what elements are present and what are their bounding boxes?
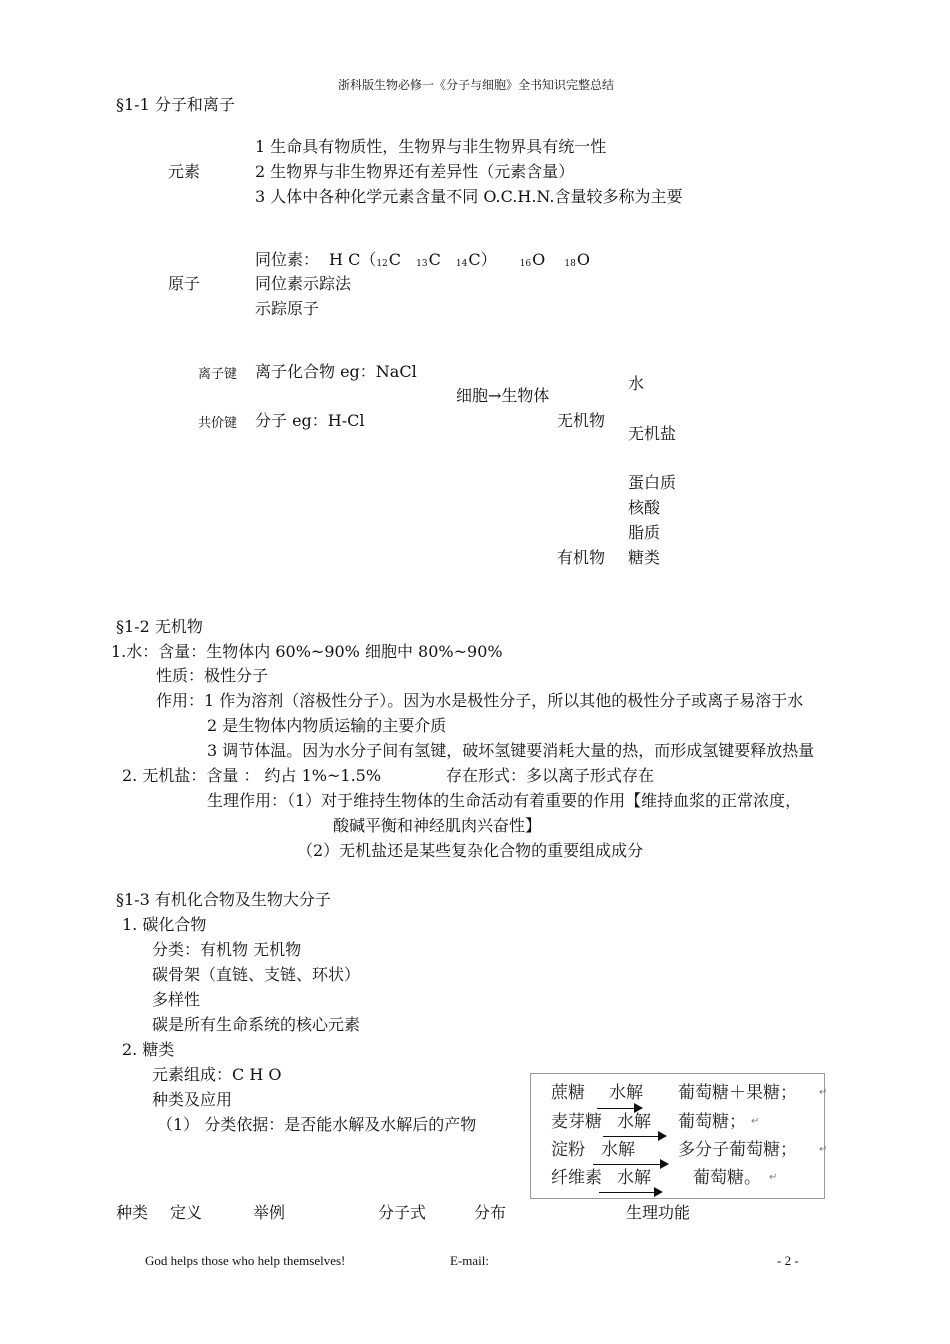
organic-label: 有机物 (557, 548, 606, 567)
hydrolysis-row: 蔗糖 水解 葡萄糖＋果糖； ↵ (551, 1083, 828, 1103)
water-function-3: 3 调节体温。因为水分子间有氢键，破坏氢键要消耗大量的热，而形成氢键要释放热量 (207, 741, 815, 760)
carbon-item-4: 碳是所有生命系统的核心元素 (152, 1015, 361, 1034)
inorganic-item-water: 水 (628, 374, 645, 393)
arrow-icon (603, 1136, 665, 1137)
salt-role-2: （2）无机盐还是某些复杂化合物的重要组成成分 (297, 841, 644, 860)
salt-role-1b: 酸碱平衡和神经肌肉兴奋性】 (333, 816, 542, 835)
sugar-item-2: 种类及应用 (152, 1090, 233, 1109)
organic-item-protein: 蛋白质 (628, 473, 677, 492)
water-function-2: 2 是生物体内物质运输的主要介质 (207, 716, 447, 735)
table-header-definition: 定义 (170, 1203, 203, 1222)
hydrolysis-figure (530, 1073, 828, 1199)
organic-item-nucleic: 核酸 (628, 498, 661, 517)
sugar-heading: 2. 糖类 (122, 1040, 175, 1059)
salt-content: 2. 无机盐：含量 ： 约占 1%~1.5% (122, 766, 382, 785)
page-number: - 2 - (777, 1253, 799, 1268)
table-header-formula: 分子式 (378, 1203, 427, 1222)
element-item-2: 2 生物界与非生物界还有差异性（元素含量） (255, 162, 575, 181)
table-header-distribution: 分布 (474, 1203, 507, 1222)
ionic-desc: 离子化合物 eg：NaCl (255, 362, 417, 381)
cell-to-organism: 细胞→生物体 (456, 386, 550, 405)
atom-item-1: 同位素示踪法 (255, 274, 352, 293)
table-header-type: 种类 (116, 1203, 149, 1222)
hydrolysis-row: 麦芽糖 水解 葡萄糖； ↵ (551, 1112, 760, 1132)
hydrolysis-row: 纤维素 水解 葡萄糖。 ↵ (551, 1168, 778, 1188)
carbon-item-2: 碳骨架（直链、支链、环状） (152, 965, 361, 984)
covalent-bond-label: 共价键 (198, 416, 238, 431)
page-header: 浙科版生物必修一《分子与细胞》全书知识完整总结 (338, 78, 615, 92)
atom-item-2: 示踪原子 (255, 299, 320, 318)
water-function-1: 作用：1 作为溶剂（溶极性分子）。因为水是极性分子，所以其他的极性分子或离子易溶于水 (156, 691, 804, 710)
section-title-1-1: §1-1 分子和离子 (116, 95, 235, 114)
inorganic-label: 无机物 (557, 411, 606, 430)
salt-role-1: 生理作用：（1）对于维持生物体的生命活动有着重要的作用【维持血浆的正常浓度， (207, 791, 802, 810)
water-property: 性质：极性分子 (156, 666, 269, 685)
carbon-item-3: 多样性 (152, 990, 201, 1009)
organic-item-sugar: 糖类 (628, 548, 661, 567)
element-item-3: 3 人体中各种化学元素含量不同 O.C.H.N.含量较多称为主要 (255, 187, 683, 206)
organic-item-lipid: 脂质 (628, 523, 661, 542)
arrow-icon (593, 1164, 667, 1165)
carbon-item-1: 分类：有机物 无机物 (152, 940, 302, 959)
covalent-desc: 分子 eg：H-Cl (255, 411, 365, 430)
element-label: 元素 (168, 162, 201, 181)
water-line: 1.水：含量：生物体内 60%~90% 细胞中 80%~90% (111, 642, 503, 661)
footer-motto: God helps those who help themselves! (145, 1253, 346, 1268)
inorganic-item-salt: 无机盐 (628, 424, 677, 443)
section-title-1-3: §1-3 有机化合物及生物大分子 (116, 890, 331, 909)
hydrolysis-row: 淀粉 水解 多分子葡萄糖； ↵ (551, 1140, 828, 1160)
ionic-bond-label: 离子键 (198, 367, 238, 382)
arrow-icon (599, 1192, 661, 1193)
table-header-function: 生理功能 (626, 1203, 691, 1222)
arrow-icon (597, 1108, 641, 1109)
table-header-example: 举例 (253, 1203, 286, 1222)
sugar-item-1: 元素组成：C H O (152, 1065, 282, 1084)
salt-form: 存在形式：多以离子形式存在 (446, 766, 655, 785)
atom-label: 原子 (168, 274, 201, 293)
carbon-heading: 1. 碳化合物 (122, 915, 207, 934)
section-title-1-2: §1-2 无机物 (116, 617, 203, 636)
element-item-1: 1 生命具有物质性，生物界与非生物界具有统一性 (255, 137, 607, 156)
sugar-basis: （1） 分类依据：是否能水解及水解后的产物 (157, 1115, 477, 1134)
footer-email: E-mail: (450, 1253, 489, 1268)
isotope-line: 同位素： H $C(_{12}C$ $_{13}$C $_{14}$C） $_{16}$O $_{18}$O (255, 250, 590, 269)
